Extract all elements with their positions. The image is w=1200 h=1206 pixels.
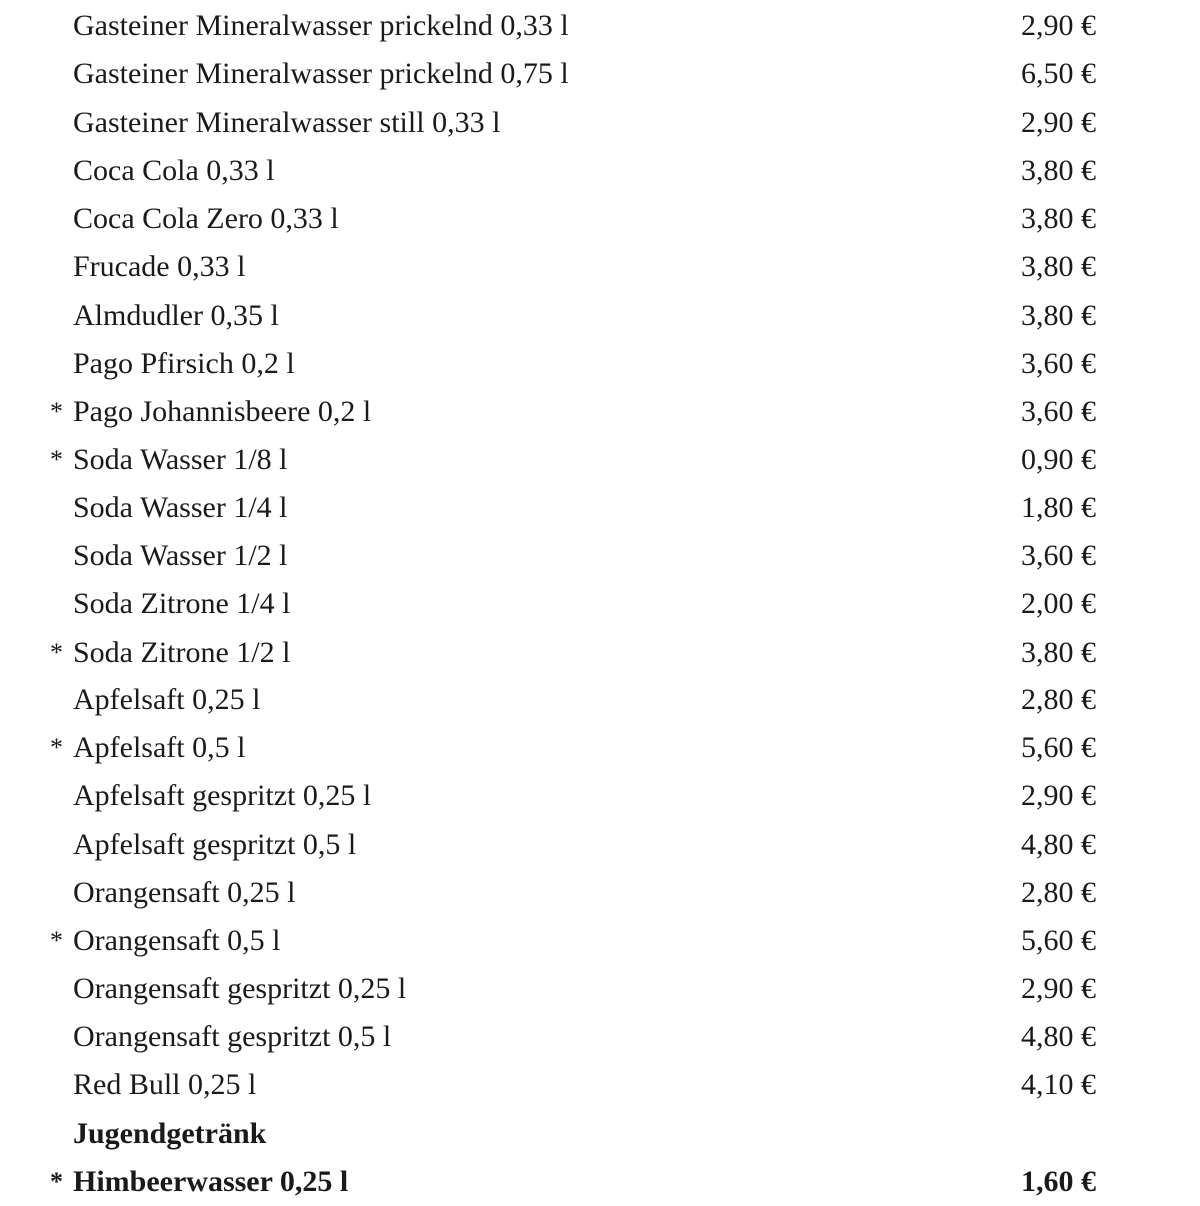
item-name: Soda Zitrone 1/4 l (73, 587, 291, 620)
menu-item (0, 869, 1200, 917)
item-name: Orangensaft 0,25 l (73, 876, 296, 909)
menu-item (0, 772, 1200, 820)
item-marker: * (50, 733, 63, 762)
menu-item (0, 195, 1200, 243)
item-marker: * (50, 1167, 63, 1196)
item-name: Orangensaft gespritzt 0,25 l (73, 972, 407, 1005)
item-price: 3,80 € (1021, 250, 1096, 283)
item-name: Apfelsaft gespritzt 0,25 l (73, 779, 372, 812)
item-price: 0,90 € (1021, 443, 1096, 476)
item-price: 4,10 € (1021, 1068, 1096, 1101)
menu-item (0, 243, 1200, 291)
item-marker: * (50, 397, 63, 426)
item-price: 2,80 € (1021, 683, 1096, 716)
item-name: Red Bull 0,25 l (73, 1068, 257, 1101)
item-name: Coca Cola 0,33 l (73, 154, 275, 187)
menu-item (0, 2, 1200, 50)
item-price: 5,60 € (1021, 731, 1096, 764)
item-name: Gasteiner Mineralwasser still 0,33 l (73, 106, 501, 139)
menu-item (0, 1061, 1200, 1109)
item-marker: * (50, 638, 63, 667)
item-name: Coca Cola Zero 0,33 l (73, 202, 339, 235)
item-name: Apfelsaft 0,25 l (73, 683, 261, 716)
menu-item (0, 147, 1200, 195)
item-name: Himbeerwasser 0,25 l (73, 1165, 349, 1198)
item-price: 3,60 € (1021, 395, 1096, 428)
menu-item (0, 99, 1200, 147)
item-price: 2,90 € (1021, 779, 1096, 812)
item-name: Gasteiner Mineralwasser prickelnd 0,75 l (73, 57, 569, 90)
item-price: 1,60 € (1021, 1165, 1096, 1198)
menu-item (0, 50, 1200, 98)
menu-item (0, 340, 1200, 388)
item-price: 3,60 € (1021, 347, 1096, 380)
menu-item (0, 821, 1200, 869)
item-marker: * (50, 445, 63, 474)
menu-item (0, 724, 1200, 772)
item-name: Gasteiner Mineralwasser prickelnd 0,33 l (73, 9, 569, 42)
section-heading: Jugendgetränk (73, 1117, 267, 1150)
item-name: Soda Wasser 1/8 l (73, 443, 288, 476)
item-name: Orangensaft 0,5 l (73, 924, 281, 957)
item-price: 2,00 € (1021, 587, 1096, 620)
item-name: Soda Wasser 1/4 l (73, 491, 288, 524)
menu-item (0, 1013, 1200, 1061)
item-price: 2,90 € (1021, 9, 1096, 42)
item-price: 2,90 € (1021, 106, 1096, 139)
item-name: Frucade 0,33 l (73, 250, 246, 283)
menu-item (0, 436, 1200, 484)
item-name: Apfelsaft 0,5 l (73, 731, 246, 764)
menu-item (0, 580, 1200, 628)
menu-item (0, 917, 1200, 965)
item-name: Apfelsaft gespritzt 0,5 l (73, 828, 357, 861)
item-price: 3,80 € (1021, 636, 1096, 669)
menu-item (0, 292, 1200, 340)
item-price: 3,80 € (1021, 202, 1096, 235)
item-name: Pago Johannisbeere 0,2 l (73, 395, 372, 428)
item-name: Almdudler 0,35 l (73, 299, 279, 332)
item-price: 4,80 € (1021, 1020, 1096, 1053)
menu-item (0, 388, 1200, 436)
menu-item (0, 676, 1200, 724)
item-price: 5,60 € (1021, 924, 1096, 957)
menu-item (0, 629, 1200, 677)
item-price: 3,80 € (1021, 154, 1096, 187)
menu-item (0, 1158, 1200, 1206)
menu-item (0, 965, 1200, 1013)
item-name: Orangensaft gespritzt 0,5 l (73, 1020, 392, 1053)
item-price: 2,80 € (1021, 876, 1096, 909)
menu-item (0, 532, 1200, 580)
item-price: 4,80 € (1021, 828, 1096, 861)
item-price: 6,50 € (1021, 57, 1096, 90)
item-marker: * (50, 926, 63, 955)
item-name: Soda Zitrone 1/2 l (73, 636, 291, 669)
menu-item (0, 484, 1200, 532)
section-heading-row (0, 1110, 1200, 1158)
item-name: Pago Pfirsich 0,2 l (73, 347, 295, 380)
item-price: 3,60 € (1021, 539, 1096, 572)
item-name: Soda Wasser 1/2 l (73, 539, 288, 572)
item-price: 2,90 € (1021, 972, 1096, 1005)
item-price: 3,80 € (1021, 299, 1096, 332)
item-price: 1,80 € (1021, 491, 1096, 524)
